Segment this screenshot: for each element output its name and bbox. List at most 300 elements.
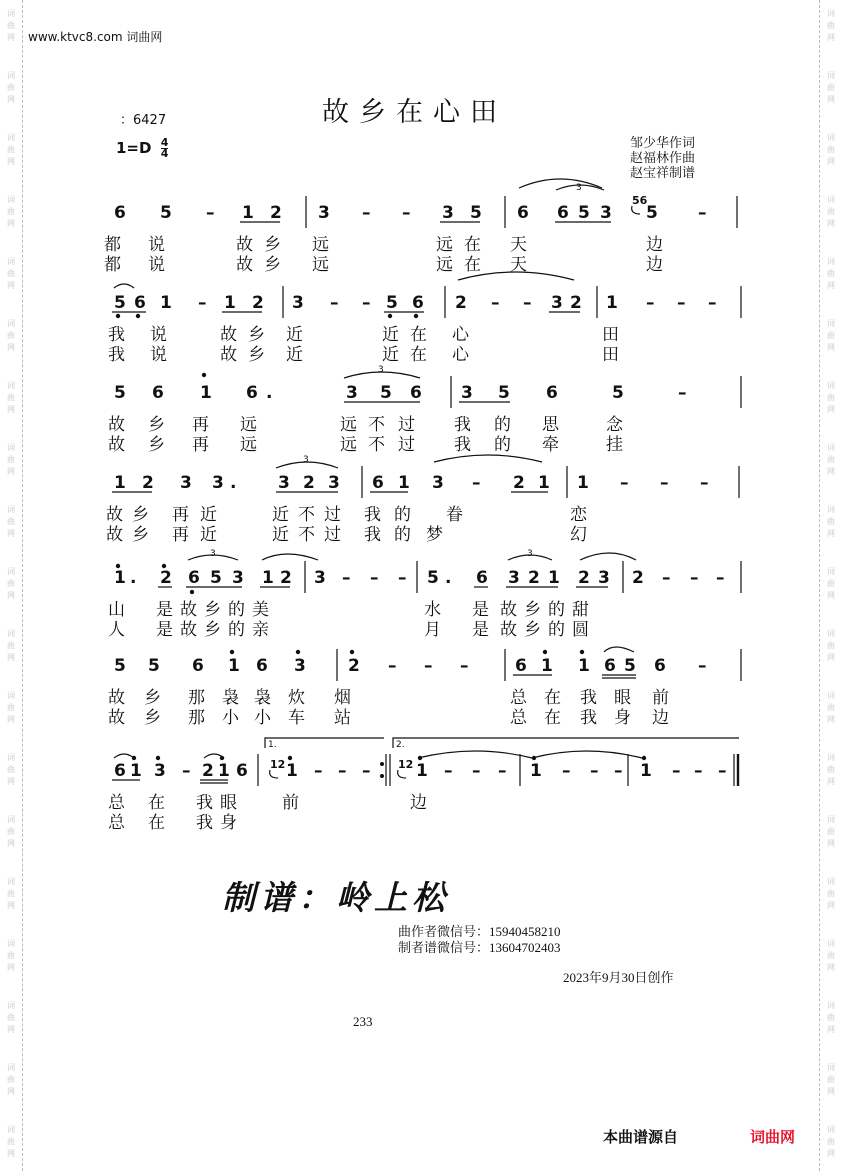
- note: 5: [210, 568, 222, 588]
- note: 1: [530, 761, 542, 781]
- watermark-text: 词 曲 网: [7, 319, 15, 352]
- note: 1: [114, 473, 126, 493]
- note: 2: [632, 568, 644, 588]
- lyric-verse-2: 总: [510, 708, 527, 728]
- note: 2: [570, 293, 582, 313]
- lyric-verse-2: 乡: [144, 708, 161, 728]
- watermark-text: 词 曲 网: [7, 9, 15, 42]
- dash: –: [698, 656, 707, 676]
- grace-notes: 56: [632, 194, 648, 207]
- lyric-verse-2: 远: [436, 255, 453, 275]
- lyric-verse-1: 甜: [572, 600, 589, 620]
- note: 6: [557, 203, 569, 223]
- low-dot: [116, 314, 119, 317]
- lyric-verse-2: 的: [494, 435, 511, 455]
- note: 1: [548, 568, 560, 588]
- grace-slur: [398, 770, 406, 778]
- note: 3: [294, 656, 306, 676]
- dash: –: [388, 656, 397, 676]
- watermark-text: 词 曲 网: [7, 257, 15, 290]
- site-url[interactable]: www.ktvc8.com: [28, 30, 123, 44]
- dash: –: [342, 568, 351, 588]
- note: 6: [476, 568, 488, 588]
- lyric-verse-2: 人: [108, 620, 125, 640]
- low-dot: [414, 314, 417, 317]
- low-dot: [388, 314, 391, 317]
- lyric-verse-2: 在: [148, 813, 165, 833]
- lyric-verse-2: 远: [340, 435, 357, 455]
- lyric-verse-1: 总: [510, 688, 527, 708]
- lyric-verse-1: 乡: [204, 600, 221, 620]
- dash: –: [620, 473, 629, 493]
- note: .: [230, 473, 237, 493]
- lyric-verse-1: 说: [148, 235, 165, 255]
- lyric-verse-1: 前: [282, 793, 299, 813]
- watermark-text: 词 曲 网: [827, 133, 835, 166]
- watermark-text: 词 曲 网: [827, 319, 835, 352]
- note: 2: [513, 473, 525, 493]
- lyric-verse-1: 过: [324, 505, 341, 525]
- lyric-verse-2: 乡: [204, 620, 221, 640]
- lyric-verse-2: 故: [108, 435, 125, 455]
- note: 5: [148, 656, 160, 676]
- watermark-text: 词 曲 网: [7, 815, 15, 848]
- lyric-verse-2: 近: [200, 525, 217, 545]
- lyric-verse-2: 近: [286, 345, 303, 365]
- watermark-text: 词 曲 网: [7, 1001, 15, 1034]
- lyric-verse-2: 远: [240, 435, 257, 455]
- lyric-verse-1: 边: [646, 235, 663, 255]
- dash: –: [698, 203, 707, 223]
- page-number: 233: [353, 1014, 373, 1029]
- slur: [604, 647, 634, 652]
- lyric-verse-2: 小: [254, 708, 271, 728]
- note: 5: [380, 383, 392, 403]
- lyric-verse-2: 再: [172, 525, 189, 545]
- score-number: ：6427: [120, 113, 167, 128]
- note: 3: [232, 568, 244, 588]
- watermark-text: 词 曲 网: [7, 939, 15, 972]
- lyric-verse-2: 幻: [570, 525, 587, 545]
- low-dot: [190, 590, 193, 593]
- note: 1: [224, 293, 236, 313]
- lyric-verse-1: 天: [510, 235, 527, 255]
- lyric-verse-2: 梦: [426, 525, 443, 545]
- note: 3: [432, 473, 444, 493]
- lyric-verse-2: 车: [288, 708, 305, 728]
- note: 1: [398, 473, 410, 493]
- lyric-verse-1: 眼: [220, 793, 237, 813]
- lyric-verse-2: 月: [424, 620, 441, 640]
- lyric-verse-1: 念: [606, 415, 623, 435]
- lyric-verse-2: 总: [108, 813, 125, 833]
- lyric-verse-2: 乡: [248, 345, 265, 365]
- lyric-verse-1: 在: [148, 793, 165, 813]
- note: 6: [152, 383, 164, 403]
- lyric-verse-2: 心: [452, 345, 469, 365]
- site-name[interactable]: 词曲网: [126, 30, 163, 44]
- grace-slur: [270, 770, 278, 778]
- tie: [262, 554, 318, 560]
- lyric-verse-1: 我: [108, 325, 125, 345]
- lyric-verse-2: 乡: [148, 435, 165, 455]
- grace-slur: [632, 206, 640, 214]
- lyric-verse-2: 我: [454, 435, 471, 455]
- note: 1: [228, 656, 240, 676]
- lyric-verse-2: 故: [106, 525, 123, 545]
- watermark-text: 词 曲 网: [827, 505, 835, 538]
- note: 5: [114, 656, 126, 676]
- watermark-text: 词 曲 网: [7, 567, 15, 600]
- repeat-dot: [381, 763, 384, 766]
- dash: –: [338, 761, 347, 781]
- lyric-verse-1: 乡: [132, 505, 149, 525]
- note: 6: [412, 293, 424, 313]
- lyric-verse-2: 远: [312, 255, 329, 275]
- lyric-verse-2: 不: [368, 435, 385, 455]
- lyric-verse-2: 说: [150, 345, 167, 365]
- lyric-verse-1: 再: [172, 505, 189, 525]
- lyric-verse-1: 再: [192, 415, 209, 435]
- dash: –: [678, 383, 687, 403]
- lyric-verse-1: 前: [652, 688, 669, 708]
- low-dot: [136, 314, 139, 317]
- lyric-verse-1: 故: [180, 600, 197, 620]
- lyric-verse-1: 故: [106, 505, 123, 525]
- lyric-verse-1: 美: [252, 600, 269, 620]
- triplet-label: 3: [210, 549, 216, 559]
- dash: –: [198, 293, 207, 313]
- high-dot: [220, 756, 223, 759]
- lyric-verse-1: 总: [108, 793, 125, 813]
- lyric-verse-1: 的: [548, 600, 565, 620]
- lyric-verse-1: 心: [452, 325, 469, 345]
- note: 6: [654, 656, 666, 676]
- lyric-verse-2: 不: [298, 525, 315, 545]
- lyric-verse-1: 炊: [288, 688, 305, 708]
- lyric-verse-1: 乡: [264, 235, 281, 255]
- high-dot: [162, 564, 165, 567]
- lyric-verse-1: 恋: [570, 505, 587, 525]
- note: 6: [515, 656, 527, 676]
- lyric-verse-1: 远: [340, 415, 357, 435]
- lyric-verse-2: 在: [464, 255, 481, 275]
- watermark-text: 词 曲 网: [827, 71, 835, 104]
- lyric-verse-1: 故: [108, 688, 125, 708]
- note: 3: [180, 473, 192, 493]
- lyric-verse-1: 我: [364, 505, 381, 525]
- lyric-verse-2: 近: [272, 525, 289, 545]
- lyric-verse-2: 过: [324, 525, 341, 545]
- lyric-verse-1: 那: [188, 688, 205, 708]
- lyric-verse-2: 故: [180, 620, 197, 640]
- arranger-signature: 制谱：岭上松: [222, 878, 450, 917]
- lyric-verse-1: 乡: [148, 415, 165, 435]
- dash: –: [182, 761, 191, 781]
- watermark-text: 词 曲 网: [7, 133, 15, 166]
- volta-bracket: [265, 738, 384, 748]
- note: 1: [578, 656, 590, 676]
- tie: [519, 179, 602, 188]
- note: 2: [455, 293, 467, 313]
- dash: –: [708, 293, 717, 313]
- note: .: [266, 383, 273, 403]
- high-dot: [202, 373, 205, 376]
- lyric-verse-2: 再: [192, 435, 209, 455]
- dash: –: [362, 293, 371, 313]
- grace-notes: 12: [270, 758, 286, 771]
- lyric-verse-1: 田: [602, 325, 619, 345]
- lyric-verse-2: 故: [108, 708, 125, 728]
- lyric-verse-1: 水: [424, 600, 441, 620]
- dash: –: [398, 568, 407, 588]
- watermark-text: 词 曲 网: [7, 877, 15, 910]
- watermark-text: 词 曲 网: [7, 1063, 15, 1096]
- dash: –: [330, 293, 339, 313]
- note: 2: [270, 203, 282, 223]
- lyric-verse-2: 都: [104, 255, 121, 275]
- note: 2: [528, 568, 540, 588]
- lyric-verse-1: 不: [368, 415, 385, 435]
- lyric-verse-2: 牵: [542, 435, 559, 455]
- high-dot: [580, 650, 583, 653]
- note: 1: [160, 293, 172, 313]
- triplet-label: 3: [303, 455, 309, 465]
- watermark-text: 词 曲 网: [7, 1125, 15, 1158]
- lyric-verse-2: 在: [410, 345, 427, 365]
- note: 5: [646, 203, 658, 223]
- dash: –: [362, 203, 371, 223]
- note: 3: [314, 568, 326, 588]
- dash: –: [614, 761, 623, 781]
- note: 3: [346, 383, 358, 403]
- lyric-verse-2: 我: [196, 813, 213, 833]
- note: 2: [252, 293, 264, 313]
- note: 6: [114, 203, 126, 223]
- lyric-verse-1: 故: [236, 235, 253, 255]
- dash: –: [523, 293, 532, 313]
- dash: –: [424, 656, 433, 676]
- lyric-verse-2: 我: [108, 345, 125, 365]
- arranger-credit: 赵宝祥制谱: [630, 166, 696, 181]
- lyric-verse-1: 说: [150, 325, 167, 345]
- note: 1: [577, 473, 589, 493]
- watermark-text: 词 曲 网: [7, 71, 15, 104]
- lyric-verse-2: 我: [580, 708, 597, 728]
- note: 6: [114, 761, 126, 781]
- high-dot: [532, 756, 535, 759]
- dash: –: [690, 568, 699, 588]
- lyric-verse-2: 小: [222, 708, 239, 728]
- dash: –: [472, 761, 481, 781]
- lyric-verse-1: 边: [410, 793, 427, 813]
- lyric-verse-1: 乡: [248, 325, 265, 345]
- note: 1: [200, 383, 212, 403]
- watermark-text: 词 曲 网: [7, 691, 15, 724]
- note: 6: [192, 656, 204, 676]
- lyric-verse-2: 说: [148, 255, 165, 275]
- high-dot: [418, 756, 421, 759]
- lyric-verse-1: 我: [196, 793, 213, 813]
- dash: –: [362, 761, 371, 781]
- watermark-text: 词 曲 网: [827, 877, 835, 910]
- note: 1: [640, 761, 652, 781]
- dash: –: [694, 761, 703, 781]
- slur: [114, 754, 134, 758]
- high-dot: [288, 756, 291, 759]
- source-label: 本曲谱源自: [603, 1128, 679, 1146]
- lyric-verse-1: 山: [108, 600, 125, 620]
- lyric-verse-1: 乡: [524, 600, 541, 620]
- lyric-verse-2: 乡: [524, 620, 541, 640]
- tie: [532, 751, 642, 758]
- volta-label: 1.: [268, 740, 277, 750]
- lyric-verse-1: 是: [472, 600, 489, 620]
- note: 2: [303, 473, 315, 493]
- lyric-verse-1: 在: [410, 325, 427, 345]
- note: 3: [292, 293, 304, 313]
- note: 6: [188, 568, 200, 588]
- note: .: [130, 568, 137, 588]
- note: 1: [286, 761, 298, 781]
- watermark-text: 词 曲 网: [7, 505, 15, 538]
- lyric-verse-2: 那: [188, 708, 205, 728]
- lyric-verse-2: 在: [544, 708, 561, 728]
- lyric-verse-2: 身: [614, 708, 631, 728]
- note: 3: [212, 473, 224, 493]
- note: 5: [114, 293, 126, 313]
- note: 6: [246, 383, 258, 403]
- lyric-verse-1: 的: [394, 505, 411, 525]
- dash: –: [660, 473, 669, 493]
- note: 1: [130, 761, 142, 781]
- high-dot: [132, 756, 135, 759]
- note: 6: [517, 203, 529, 223]
- note: 6: [546, 383, 558, 403]
- dash: –: [677, 293, 686, 313]
- note: 2: [348, 656, 360, 676]
- note: 1: [114, 568, 126, 588]
- lyric-verse-1: 故: [108, 415, 125, 435]
- note: 3: [442, 203, 454, 223]
- note: 1: [541, 656, 553, 676]
- note: 3: [318, 203, 330, 223]
- note: 3: [598, 568, 610, 588]
- dash: –: [491, 293, 500, 313]
- lyric-verse-1: 远: [240, 415, 257, 435]
- note: 2: [202, 761, 214, 781]
- note: 2: [160, 568, 172, 588]
- note: 1: [538, 473, 550, 493]
- lyric-verse-2: 乡: [264, 255, 281, 275]
- lyric-verse-1: 在: [464, 235, 481, 255]
- note: 2: [280, 568, 292, 588]
- note: 5: [624, 656, 636, 676]
- note: 2: [578, 568, 590, 588]
- lyric-verse-1: 烟: [334, 688, 351, 708]
- tie: [580, 553, 636, 560]
- lyric-verse-2: 是: [472, 620, 489, 640]
- lyric-verse-2: 身: [220, 813, 237, 833]
- watermark-text: 词 曲 网: [827, 629, 835, 662]
- high-dot: [230, 650, 233, 653]
- watermark-text: 词 曲 网: [827, 257, 835, 290]
- creation-date: 2023年9月30日创作: [563, 970, 674, 985]
- slur: [114, 284, 134, 288]
- dash: –: [472, 473, 481, 493]
- note: 5: [160, 203, 172, 223]
- note: .: [445, 568, 452, 588]
- source-brand-link[interactable]: 词曲网: [750, 1128, 796, 1146]
- composer-credit: 赵福林作曲: [630, 151, 696, 166]
- watermark-text: 词 曲 网: [827, 195, 835, 228]
- high-dot: [116, 564, 119, 567]
- dash: –: [562, 761, 571, 781]
- contact-info: [398, 924, 561, 956]
- dash: –: [314, 761, 323, 781]
- dash: –: [370, 568, 379, 588]
- note: 6: [410, 383, 422, 403]
- tie: [418, 751, 532, 758]
- dash: –: [700, 473, 709, 493]
- lyric-verse-1: 我: [454, 415, 471, 435]
- watermark-text: 词 曲 网: [827, 443, 835, 476]
- arranger-wechat: 制者谱微信号：13604702403: [398, 940, 561, 955]
- lyric-verse-1: 的: [494, 415, 511, 435]
- key-label: 1=D: [116, 139, 152, 157]
- watermark-text: 词 曲 网: [827, 1063, 835, 1096]
- note: 6: [134, 293, 146, 313]
- repeat-dot: [381, 775, 384, 778]
- high-dot: [642, 756, 645, 759]
- grace-notes: 12: [398, 758, 414, 771]
- watermark-text: 词 曲 网: [827, 9, 835, 42]
- note: 3: [508, 568, 520, 588]
- high-dot: [350, 650, 353, 653]
- triplet-label: 3: [576, 183, 582, 193]
- composer-wechat: 曲作者微信号：15940458210: [398, 924, 561, 939]
- note: 5: [470, 203, 482, 223]
- lyric-verse-2: 故: [236, 255, 253, 275]
- lyric-verse-1: 近: [272, 505, 289, 525]
- watermark-text: 词 曲 网: [827, 381, 835, 414]
- dash: –: [460, 656, 469, 676]
- lyric-verse-2: 我: [364, 525, 381, 545]
- lyric-verse-2: 过: [398, 435, 415, 455]
- lyric-verse-2: 挂: [606, 435, 623, 455]
- lyric-verse-1: 眼: [614, 688, 631, 708]
- time-top: 4: [160, 136, 169, 149]
- note: 1: [218, 761, 230, 781]
- triplet-label: 3: [527, 549, 533, 559]
- dash: –: [716, 568, 725, 588]
- watermark-text: 词 曲 网: [827, 939, 835, 972]
- lyric-verse-1: 故: [500, 600, 517, 620]
- tie: [434, 455, 542, 462]
- note: 5: [612, 383, 624, 403]
- dash: –: [672, 761, 681, 781]
- lyric-verse-1: 近: [382, 325, 399, 345]
- lyric-verse-1: 我: [580, 688, 597, 708]
- lyric-verse-1: 是: [156, 600, 173, 620]
- lyric-verse-2: 天: [510, 255, 527, 275]
- lyric-verse-1: 过: [398, 415, 415, 435]
- note: 3: [461, 383, 473, 403]
- watermark-text: 词 曲 网: [827, 1001, 835, 1034]
- lyric-verse-1: 近: [286, 325, 303, 345]
- lyric-verse-2: 边: [652, 708, 669, 728]
- lyric-verse-2: 站: [334, 708, 351, 728]
